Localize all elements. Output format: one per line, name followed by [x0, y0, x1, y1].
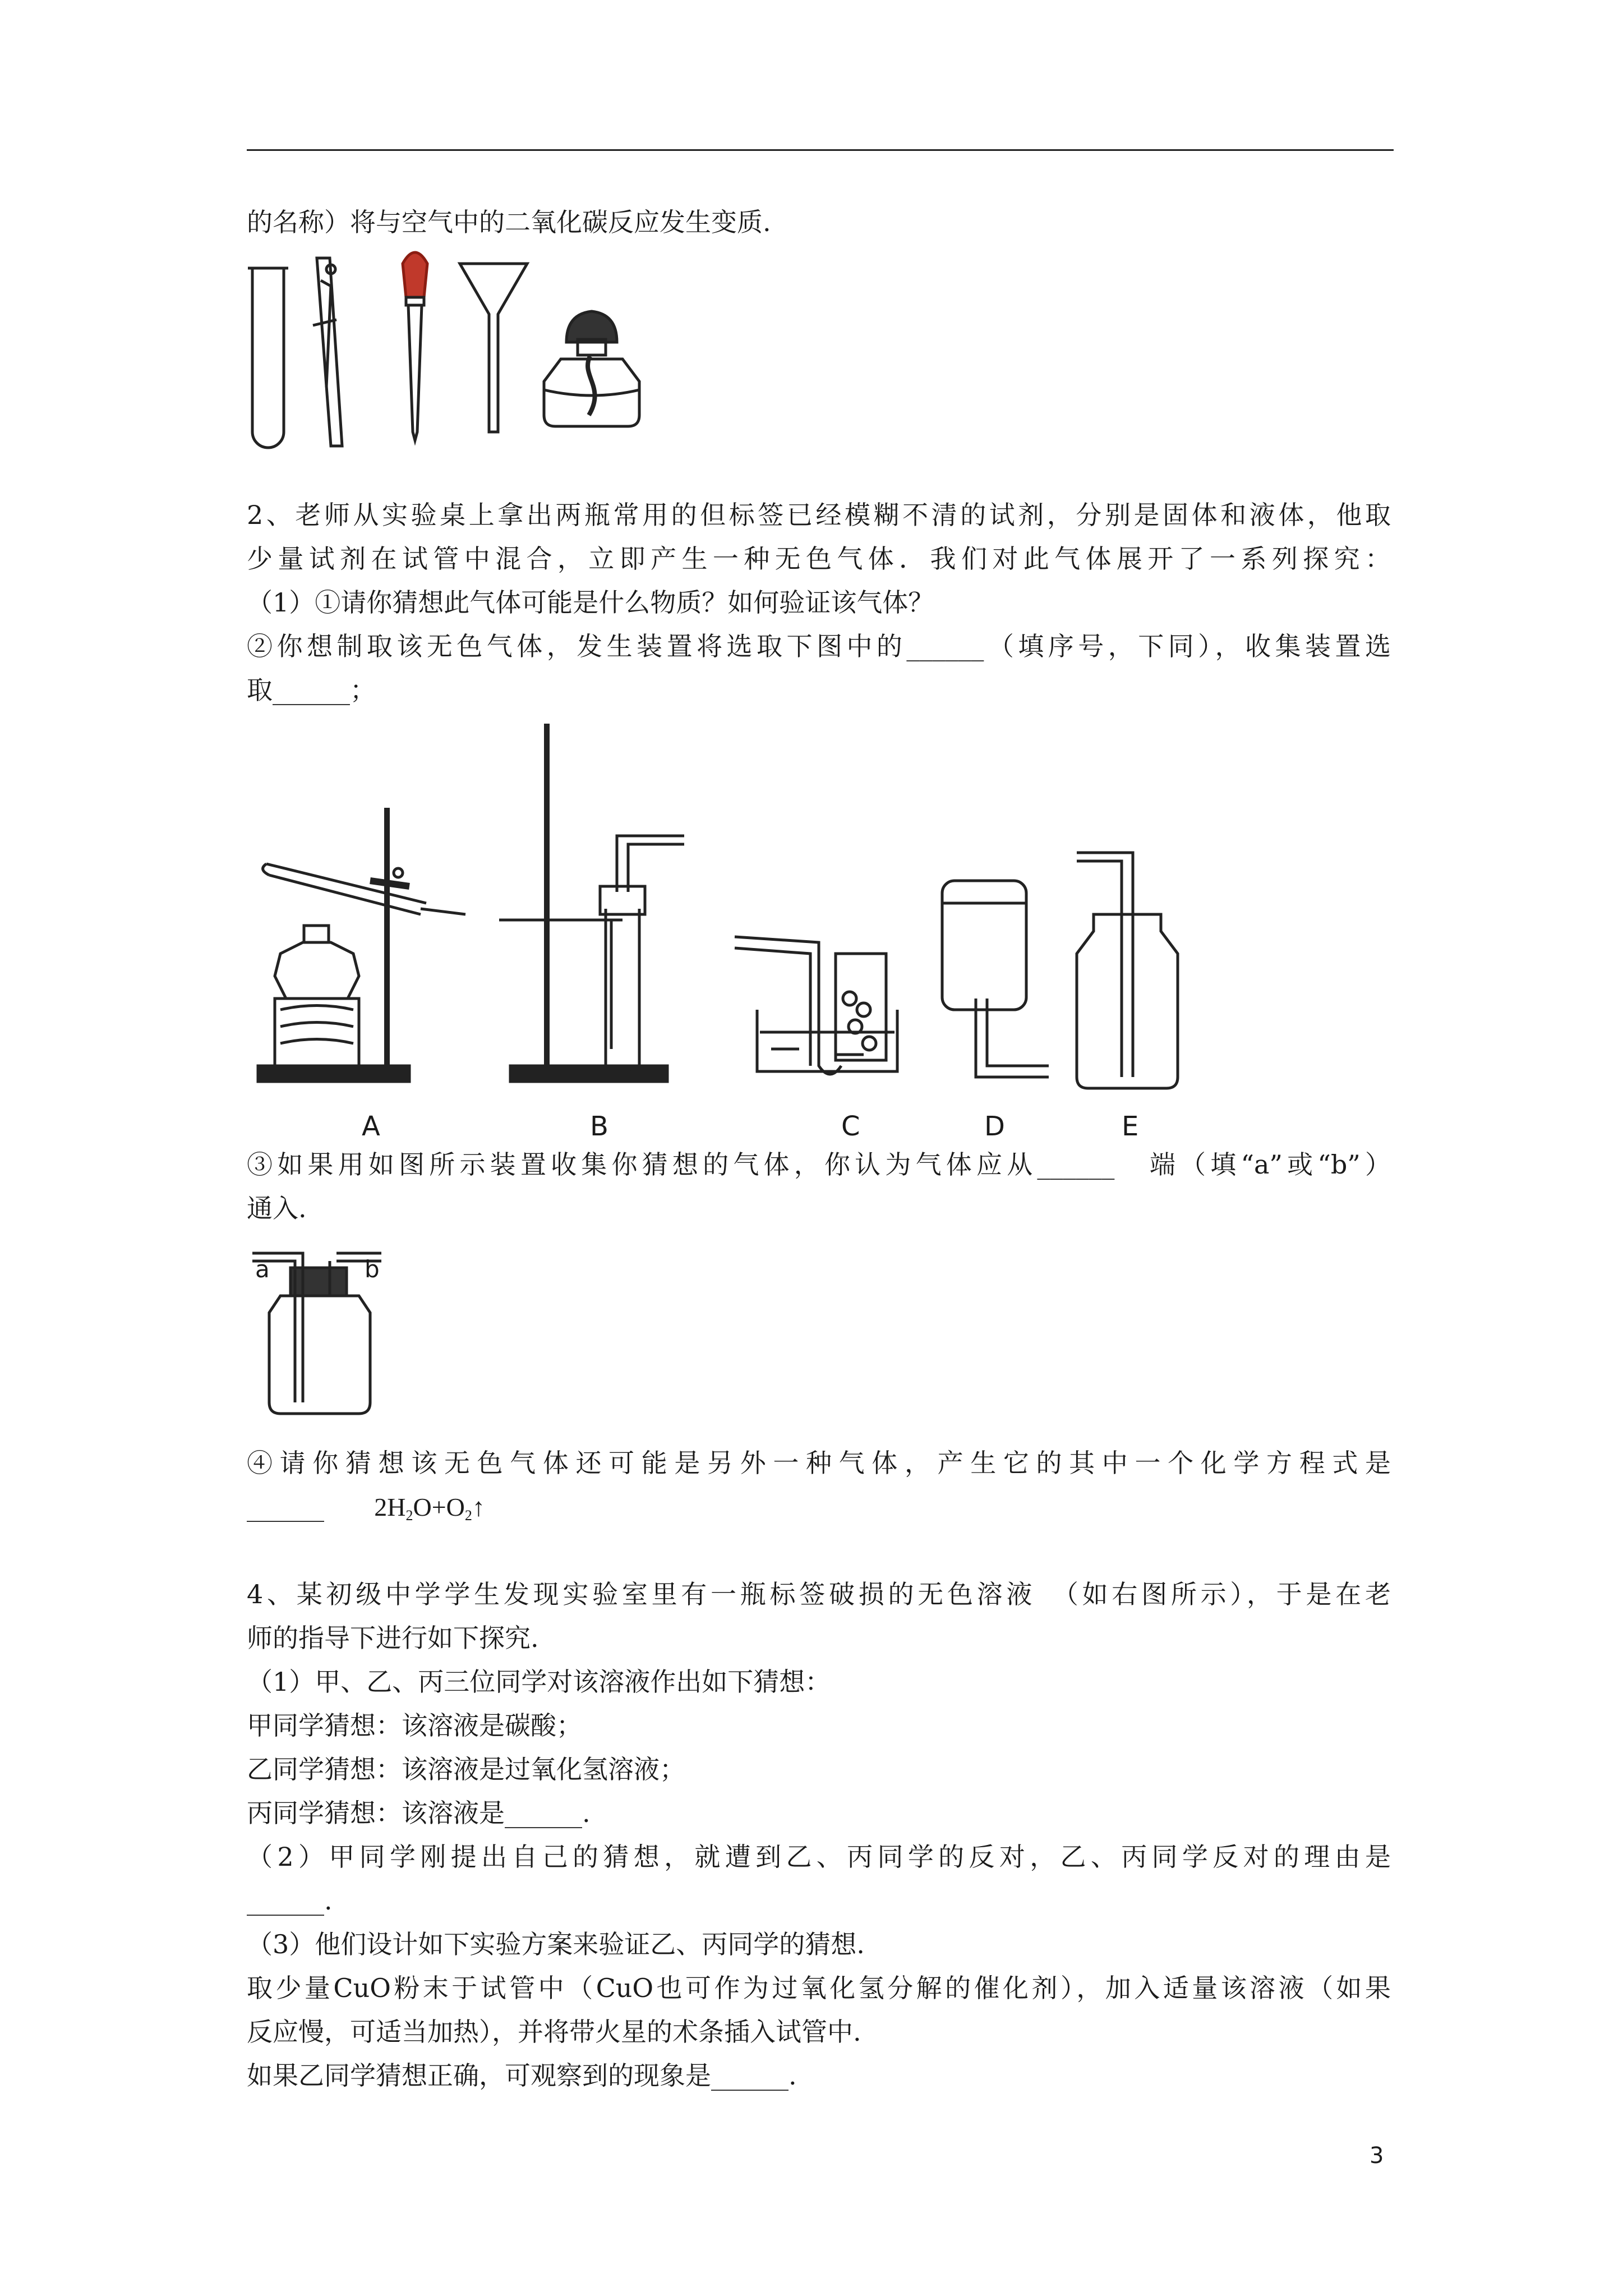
- text-line: 取少量CuO粉末于试管中（CuO也可作为过氧化氢分解的催化剂），加入适量该溶液（如果: [247, 1973, 1391, 2003]
- text-line: 的名称）将与空气中的二氧化碳反应发生变质.: [247, 207, 771, 237]
- apparatus-d: [942, 881, 1049, 1077]
- answer-blank: ______: [247, 1492, 324, 1522]
- text-line: 4、某初级中学学生发现实验室里有一瓶标签破损的无色溶液 （如右图所示），于是在老: [247, 1579, 1391, 1609]
- apparatus-label: C: [841, 1111, 860, 1142]
- apparatus-label: E: [1122, 1111, 1139, 1142]
- text-line: 2、老师从实验桌上拿出两瓶常用的但标签已经模糊不清的试剂，分别是固体和液体，他取: [247, 500, 1391, 530]
- text-line: 反应慢，可适当加热），并将带火星的术条插入试管中.: [247, 2017, 861, 2047]
- text-line: 少量试剂在试管中混合，立即产生一种无色气体．我们对此气体展开了一系列探究：: [247, 544, 1391, 574]
- instruments-figure: [247, 247, 695, 454]
- apparatus-e: [1077, 853, 1178, 1088]
- tube-clamp-drawing: [313, 258, 342, 446]
- text-line: 取______；: [247, 675, 376, 705]
- text-line: 丙同学猜想：该溶液是______.: [247, 1798, 591, 1828]
- text-line: （1）①请你猜想此气体可能是什么物质？如何验证该气体？: [247, 587, 934, 618]
- text-line: 通入.: [247, 1193, 307, 1223]
- port-label-b: b: [365, 1255, 380, 1283]
- port-label-a: a: [255, 1255, 270, 1283]
- apparatus-label: D: [984, 1111, 1005, 1142]
- text-line: ④请你猜想该无色气体还可能是另外一种气体，产生它的其中一个化学方程式是: [247, 1448, 1391, 1478]
- alcohol-lamp-drawing: [544, 311, 639, 426]
- apparatus-figure: [247, 718, 1234, 1150]
- header-rule: [247, 149, 1394, 151]
- funnel-drawing: [460, 264, 527, 432]
- text-line: ③如果用如图所示装置收集你猜想的气体，你认为气体应从______ 端（填“a”或“b”）: [247, 1149, 1391, 1180]
- test-tube-drawing: [248, 268, 288, 448]
- text-line: （1）甲、乙、丙三位同学对该溶液作出如下猜想：: [247, 1667, 831, 1697]
- text-line: 师的指导下进行如下探究.: [247, 1623, 539, 1653]
- apparatus-label: B: [590, 1111, 608, 1142]
- apparatus-c: [735, 937, 897, 1074]
- text-line: 如果乙同学猜想正确，可观察到的现象是______.: [247, 2060, 797, 2091]
- equation-line: [247, 1490, 1391, 1533]
- text-line: （3）他们设计如下实验方案来验证乙、丙同学的猜想.: [247, 1929, 865, 1959]
- text-line: ______.: [247, 1885, 333, 1916]
- dropper-drawing: [403, 252, 427, 440]
- page-number: 3: [1370, 2143, 1384, 2169]
- equation: $2H_2O+O_2↑$: [374, 1493, 485, 1524]
- apparatus-b: [499, 724, 684, 1082]
- apparatus-a: [258, 808, 465, 1082]
- text-line: （2）甲同学刚提出自己的猜想，就遭到乙、丙同学的反对，乙、丙同学反对的理由是: [247, 1842, 1391, 1872]
- text-line: ②你想制取该无色气体，发生装置将选取下图中的______（填序号，下同），收集装置选: [247, 631, 1391, 661]
- apparatus-label: A: [362, 1111, 380, 1142]
- text-line: 甲同学猜想：该溶液是碳酸；: [247, 1710, 582, 1741]
- text-line: 乙同学猜想：该溶液是过氧化氢溶液；: [247, 1754, 685, 1784]
